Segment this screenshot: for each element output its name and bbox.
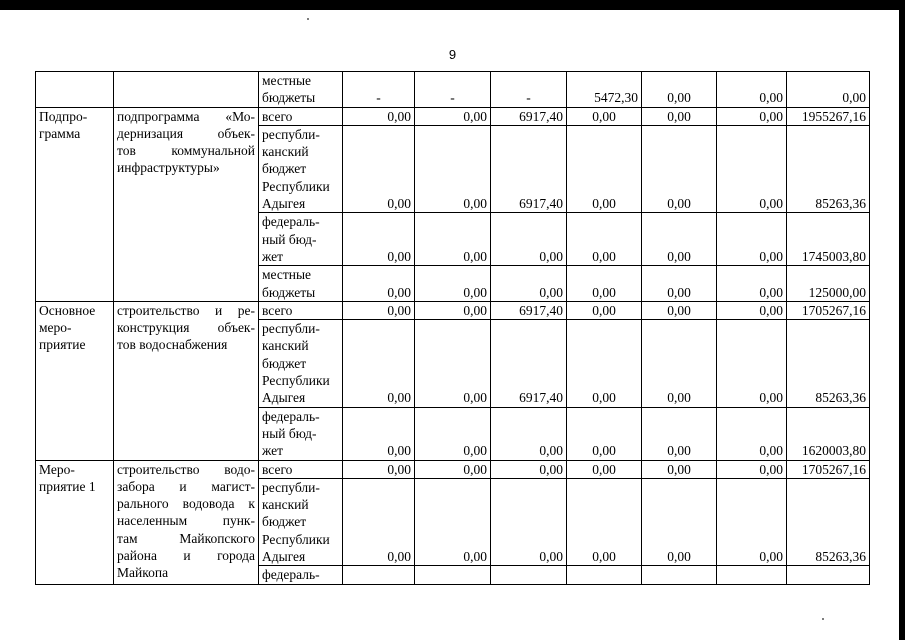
value-cell: 85263,36	[787, 478, 870, 565]
value-cell: 6917,40	[491, 320, 567, 407]
value-cell: 0,00	[491, 460, 567, 478]
value-cell: 0,00	[491, 478, 567, 565]
value-cell: 0,00	[717, 266, 787, 302]
cell-text-line: бюджеты	[262, 284, 316, 300]
value-cell: 0,00	[717, 460, 787, 478]
cell-text-line: ный бюд-	[262, 231, 317, 247]
cell-text-line: бюджет	[262, 161, 307, 177]
value-cell: 0,00	[343, 107, 415, 125]
value-cell: 0,00	[343, 320, 415, 407]
cell-text-line: меро-	[39, 320, 72, 336]
value-cell	[491, 566, 567, 584]
value-cell: 0,00	[567, 107, 642, 125]
cell-text-line: строительство водо-	[117, 461, 255, 477]
cell-text-line: бюджет	[262, 355, 307, 371]
indicator-cell	[36, 107, 114, 301]
cell-text-line: Адыгея	[262, 196, 306, 212]
value-cell: 0,00	[717, 320, 787, 407]
cell-text-line: канский	[262, 497, 309, 513]
cell-text-line: забора и магист-	[117, 478, 255, 494]
cell-text-line: федераль-	[262, 408, 320, 424]
value-cell: 6917,40	[491, 125, 567, 212]
cell-text-line: республи-	[262, 321, 320, 337]
cell-text-line: приятие 1	[39, 478, 96, 494]
value-cell: -	[343, 72, 415, 108]
cell-text-line: подпрограмма «Мо-	[117, 108, 255, 124]
scan-border-right	[899, 0, 905, 640]
value-cell: 0,00	[415, 460, 491, 478]
value-cell: 1705267,16	[787, 301, 870, 319]
value-cell: 0,00	[567, 266, 642, 302]
value-cell: 0,00	[343, 460, 415, 478]
cell-text-line: местные	[262, 267, 312, 283]
value-cell: 85263,36	[787, 320, 870, 407]
value-cell: 0,00	[642, 266, 717, 302]
budget-source-cell	[259, 407, 343, 460]
value-cell: 0,00	[717, 478, 787, 565]
value-cell: 0,00	[491, 407, 567, 460]
value-cell: 0,00	[415, 266, 491, 302]
value-cell: 0,00	[787, 72, 870, 108]
budget-source-cell	[259, 460, 343, 478]
scan-speck	[822, 618, 824, 620]
cell-text-line: канский	[262, 338, 309, 354]
cell-text-line: грамма	[39, 125, 81, 141]
value-cell: 6917,40	[491, 107, 567, 125]
value-cell: 1745003,80	[787, 213, 870, 266]
cell-text-line: конструкция объек-	[117, 320, 255, 336]
budget-source-cell	[259, 301, 343, 319]
cell-text-line: республи-	[262, 126, 320, 142]
cell-text-line: бюджеты	[262, 90, 316, 106]
cell-text-line: Майкопа	[117, 565, 169, 581]
value-cell: 1955267,16	[787, 107, 870, 125]
table-row	[36, 72, 870, 108]
value-cell: 0,00	[642, 125, 717, 212]
cell-text-line: Республики	[262, 373, 330, 389]
description-cell	[114, 460, 259, 584]
cell-text-line: канский	[262, 144, 309, 160]
value-cell: 0,00	[567, 478, 642, 565]
budget-source-cell	[259, 213, 343, 266]
cell-text-line: жет	[262, 248, 284, 264]
budget-table	[35, 71, 870, 585]
value-cell: 0,00	[415, 213, 491, 266]
value-cell: 0,00	[642, 213, 717, 266]
cell-text-line: всего	[262, 461, 293, 477]
value-cell: 85263,36	[787, 125, 870, 212]
cell-text-line: приятие	[39, 337, 86, 353]
value-cell	[717, 566, 787, 584]
value-cell: -	[491, 72, 567, 108]
table-body	[36, 72, 870, 585]
cell-text-line: Адыгея	[262, 390, 306, 406]
value-cell	[642, 566, 717, 584]
value-cell: 0,00	[642, 478, 717, 565]
value-cell	[567, 566, 642, 584]
value-cell: 0,00	[491, 213, 567, 266]
description-cell	[114, 107, 259, 301]
budget-source-cell	[259, 566, 343, 584]
value-cell: 125000,00	[787, 266, 870, 302]
value-cell: 0,00	[717, 301, 787, 319]
value-cell: 0,00	[343, 213, 415, 266]
cell-text-line: Подпро-	[39, 108, 88, 124]
cell-text-line: ный бюд-	[262, 425, 317, 441]
cell-text-line: населенным пунк-	[117, 513, 255, 529]
value-cell: 0,00	[642, 407, 717, 460]
value-cell: 0,00	[415, 478, 491, 565]
value-cell: 0,00	[415, 125, 491, 212]
value-cell: 0,00	[567, 301, 642, 319]
budget-source-cell	[259, 320, 343, 407]
value-cell: 1705267,16	[787, 460, 870, 478]
value-cell: 0,00	[567, 213, 642, 266]
budget-source-cell	[259, 266, 343, 302]
value-cell: 0,00	[415, 301, 491, 319]
cell-text-line: всего	[262, 108, 293, 124]
description-cell	[114, 301, 259, 460]
cell-text-line: инфраструктуры»	[117, 160, 220, 176]
cell-text-line: тов коммунальной	[117, 143, 255, 159]
description-cell	[114, 72, 259, 108]
budget-source-cell	[259, 107, 343, 125]
value-cell: 0,00	[343, 266, 415, 302]
cell-text-line: жет	[262, 443, 284, 459]
value-cell: 0,00	[491, 266, 567, 302]
value-cell: 0,00	[567, 320, 642, 407]
cell-text-line: строительство и ре-	[117, 302, 255, 318]
cell-text-line: района и города	[117, 548, 255, 564]
value-cell: 0,00	[415, 320, 491, 407]
cell-text-line: бюджет	[262, 514, 307, 530]
value-cell	[787, 566, 870, 584]
budget-source-cell	[259, 125, 343, 212]
value-cell: 0,00	[343, 407, 415, 460]
cell-text-line: федераль-	[262, 214, 320, 230]
cell-text-line: там Майкопского	[117, 530, 255, 546]
cell-text-line: всего	[262, 302, 293, 318]
value-cell: 0,00	[642, 301, 717, 319]
value-cell: 0,00	[567, 125, 642, 212]
table-row	[36, 460, 870, 478]
scan-border-top	[0, 0, 905, 10]
value-cell: 6917,40	[491, 301, 567, 319]
value-cell: 0,00	[642, 107, 717, 125]
value-cell: 0,00	[642, 72, 717, 108]
value-cell: 5472,30	[567, 72, 642, 108]
indicator-cell	[36, 460, 114, 584]
value-cell: 0,00	[642, 460, 717, 478]
value-cell: 1620003,80	[787, 407, 870, 460]
cell-text-line: Основное	[39, 302, 96, 318]
page-number: 9	[448, 47, 457, 62]
cell-text-line: тов водоснабжения	[117, 337, 228, 353]
cell-text-line: местные	[262, 73, 312, 88]
value-cell: 0,00	[415, 107, 491, 125]
value-cell: 0,00	[717, 72, 787, 108]
value-cell: 0,00	[343, 478, 415, 565]
value-cell: -	[415, 72, 491, 108]
value-cell	[343, 566, 415, 584]
cell-text-line: Адыгея	[262, 549, 306, 565]
table-row	[36, 301, 870, 319]
indicator-cell	[36, 301, 114, 460]
value-cell	[415, 566, 491, 584]
cell-text-line: Республики	[262, 531, 330, 547]
value-cell: 0,00	[717, 125, 787, 212]
table-row	[36, 107, 870, 125]
budget-source-cell	[259, 478, 343, 565]
cell-text-line: рального водовода к	[117, 496, 255, 512]
value-cell: 0,00	[567, 407, 642, 460]
value-cell: 0,00	[642, 320, 717, 407]
cell-text-line: Республики	[262, 178, 330, 194]
cell-text-line: дернизация объек-	[117, 125, 255, 141]
value-cell: 0,00	[717, 107, 787, 125]
value-cell: 0,00	[717, 213, 787, 266]
value-cell: 0,00	[343, 301, 415, 319]
value-cell: 0,00	[343, 125, 415, 212]
value-cell: 0,00	[415, 407, 491, 460]
indicator-cell	[36, 72, 114, 108]
scan-speck	[307, 18, 309, 20]
cell-text-line: федераль-	[262, 567, 320, 583]
value-cell: 0,00	[567, 460, 642, 478]
budget-source-cell	[259, 72, 343, 108]
cell-text-line: Меро-	[39, 461, 75, 477]
value-cell: 0,00	[717, 407, 787, 460]
cell-text-line: республи-	[262, 479, 320, 495]
